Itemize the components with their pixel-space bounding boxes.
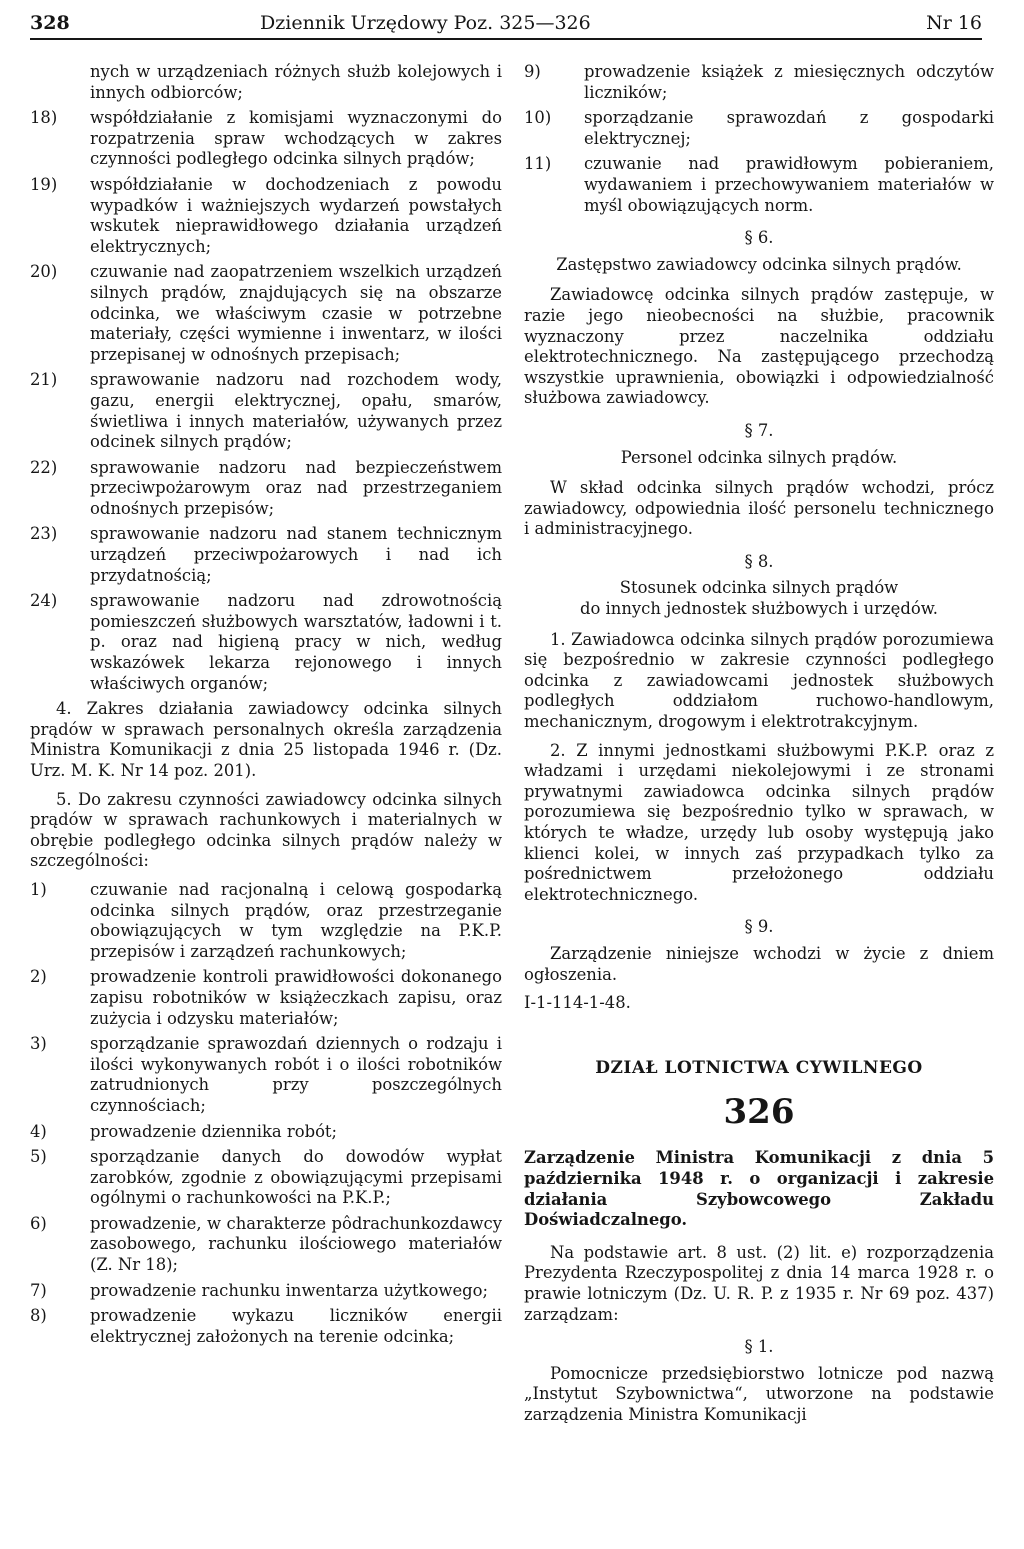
ordinance-basis: Na podstawie art. 8 ust. (2) lit. e) rozporządzenia Prezydenta Rzeczypospolitej z dnia 14 marca 1928 r. o prawie lotniczym (Dz. U. R. P. z 1935 r. Nr 69 poz. 437) zarządzam: (524, 1242, 994, 1324)
item-number: 19) (30, 174, 58, 194)
item-text: czuwanie nad zaopatrzeniem wszelkich urządzeń silnych prądów, znajdujących się na obszarze odcinka, we właściwym czasie w potrzebne materiały, części wymienne i inwentarz, w ilości przepisanej w odnośnych przepisach; (90, 262, 502, 364)
item-number: 6) (30, 1213, 47, 1233)
list-item (30, 880, 502, 962)
item-text: czuwanie nad racjonalną i celową gospodarką odcinka silnych prądów, oraz przestrzeganie obowiązujących w tym względzie na P.K.P. przepisów i zarządzeń rachunkowych; (90, 879, 502, 961)
item-number: 3) (30, 1034, 47, 1054)
continuation-text: nych w urządzeniach różnych służb kolejowych i innych odbiorców; (90, 62, 502, 102)
item-number: 1) (30, 879, 47, 899)
department-heading: DZIAŁ LOTNICTWA CYWILNEGO (595, 1057, 923, 1078)
item-number: 22) (30, 457, 58, 477)
section-1-sign: § 1. (744, 1337, 774, 1357)
duties-list-a (30, 108, 502, 694)
item-text: prowadzenie wykazu liczników energii elektrycznej założonych na terenie odcinka; (90, 1306, 502, 1346)
list-item (30, 1147, 502, 1209)
item-text: prowadzenie, w charakterze pôdrachunkozdawcy zasobowego, rachunku ilościowego materiałów (Z. Nr 18); (90, 1213, 502, 1275)
issue-number: Nr 16 (926, 12, 982, 34)
item-number: 24) (30, 591, 58, 611)
section-7-title: Personel odcinka silnych prądów. (620, 447, 898, 467)
duties-list-b (30, 880, 502, 1347)
list-item (524, 108, 994, 149)
item-text: sprawowanie nadzoru nad rozchodem wody, gazu, energii elektrycznej, opału, smarów, świetliwa i innych materiałów, używanych przez odcinek silnych prądów; (90, 370, 502, 452)
section-6-title: Zastępstwo zawiadowcy odcinka silnych prądów. (556, 254, 962, 274)
list-item (30, 591, 502, 694)
item-text: sprawowanie nadzoru nad bezpieczeństwem przeciwpożarowym oraz nad przestrzeganiem odnośnych przepisów; (90, 457, 502, 518)
list-item (30, 524, 502, 586)
section-8-title-1: Stosunek odcinka silnych prądów (619, 578, 899, 598)
page-number: 328 (30, 12, 70, 34)
item-number: 10) (524, 108, 552, 128)
list-item (30, 458, 502, 520)
section-7-text: W skład odcinka silnych prądów wchodzi, prócz zawiadowcy, odpowiednia ilość personelu technicznego i administracyjnego. (524, 478, 994, 539)
page-header (30, 8, 982, 40)
journal-title: Dziennik Urzędowy Poz. 325—326 (260, 12, 591, 34)
item-text: prowadzenie książek z miesięcznych odczytów liczników; (584, 62, 994, 102)
list-item (30, 262, 502, 365)
item-text: współdziałanie z komisjami wyznaczonymi do rozpatrzenia spraw wchodzących w zakres czynności podległego odcinka silnych prądów; (90, 108, 502, 169)
item-number: 4) (30, 1121, 47, 1141)
item-text: sprawowanie nadzoru nad stanem technicznym urządzeń przeciwpożarowych i nad ich przydatnością; (90, 524, 502, 585)
list-item (30, 1281, 502, 1302)
duties-list-c (524, 62, 994, 216)
list-item (30, 370, 502, 452)
list-item (524, 62, 994, 103)
item-number: 21) (30, 370, 58, 390)
item-number: 18) (30, 108, 58, 128)
item-text: sporządzanie sprawozdań z gospodarki elektrycznej; (584, 108, 994, 148)
item-text: prowadzenie kontroli prawidłowości dokonanego zapisu robotników w książeczkach zapisu, oraz zużycia i odzysku materiałów; (90, 967, 502, 1028)
reference-number: I-1-114-1-48. (524, 993, 631, 1013)
right-column (524, 62, 994, 1433)
item-number: 7) (30, 1280, 47, 1300)
position-number: 326 (723, 1092, 795, 1133)
list-item (524, 154, 994, 216)
section-9-sign: § 9. (744, 917, 774, 937)
item-text: prowadzenie dziennika robót; (90, 1121, 338, 1141)
list-item (30, 175, 502, 257)
item-text: sporządzanie sprawozdań dziennych o rodzaju i ilości wykonywanych robót i o ilości robotników zatrudnionych przy poszczególnych czynnościach; (90, 1034, 502, 1115)
item-text: sporządzanie danych do dowodów wypłat zarobków, zgodnie z obowiązującymi przepisami ogólnymi o rachunkowości na P.K.P.; (90, 1147, 502, 1208)
item-text: czuwanie nad prawidłowym pobieraniem, wydawaniem i przechowywaniem materiałów w myśl obowiązujących norm. (584, 154, 994, 215)
section-8-sign: § 8. (744, 551, 774, 571)
item-number: 2) (30, 967, 47, 987)
list-item (30, 1122, 502, 1143)
item-number: 23) (30, 524, 58, 544)
item-text: prowadzenie rachunku inwentarza użytkowego; (90, 1280, 489, 1300)
left-column (30, 62, 502, 1352)
item-text: współdziałanie w dochodzeniach z powodu wypadków i ważniejszych wydarzeń powstałych wskutek nieprawidłowego działania urządzeń elektrycznych; (90, 174, 502, 256)
item-number: 8) (30, 1306, 47, 1326)
section-8-paragraph-1: 1. Zawiadowca odcinka silnych prądów porozumiewa się bezpośrednio w zakresie czynności podległego odcinka z zawiadowcami jednostek służbowych podległych oddziałom ruchowo-handlowym, mechanicznym, drogowym i elektrotrakcyjnym. (524, 629, 994, 732)
item-number: 5) (30, 1147, 47, 1167)
item-text: sprawowanie nadzoru nad zdrowotnością pomieszczeń służbowych warsztatów, ładowni i t. p. oraz nad higieną pracy w nich, według wskazówek lekarza rejonowego i innych właściwych organów; (90, 591, 502, 693)
item-number: 11) (524, 154, 552, 174)
section-9-text: Zarządzenie niniejsze wchodzi w życie z dniem ogłoszenia. (524, 943, 994, 984)
section-1-text: Pomocnicze przedsiębiorstwo lotnicze pod nazwą „Instytut Szybownictwa“, utworzone na podstawie zarządzenia Ministra Komunikacji (524, 1363, 994, 1424)
item-number: 9) (524, 62, 541, 81)
list-item (30, 967, 502, 1029)
list-item (30, 108, 502, 170)
list-item (30, 1034, 502, 1116)
list-item (30, 1214, 502, 1276)
list-item (30, 1306, 502, 1347)
section-7-sign: § 7. (744, 420, 774, 440)
ordinance-title: Zarządzenie Ministra Komunikacji z dnia 5 października 1948 r. o organizacji i zakresie działania Szybowcowego Zakładu Doświadczalnego. (524, 1148, 994, 1230)
section-8-title-2: do innych jednostek służbowych i urzędów. (579, 599, 939, 619)
section-6-text: Zawiadowcę odcinka silnych prądów zastępuje, w razie jego nieobecności na służbie, pracownik wyznaczony przez naczelnika oddziału elektrotechnicznego. Na zastępującego przechodzą wszystkie uprawnienia, obowiązki i odpowiedzialność służbowa zawiadowcy. (524, 285, 994, 408)
section-6-sign: § 6. (744, 228, 774, 248)
paragraph-4: 4. Zakres działania zawiadowcy odcinka silnych prądów w sprawach personalnych określa zarządzenia Ministra Komunikacji z dnia 25 listopada 1946 r. (Dz. Urz. M. K. Nr 14 poz. 201). (30, 699, 502, 780)
paragraph-5: 5. Do zakresu czynności zawiadowcy odcinka silnych prądów w sprawach rachunkowych i materialnych w obrębie podległego odcinka silnych prądów należy w szczególności: (30, 789, 502, 871)
item-number: 20) (30, 262, 58, 282)
section-8-paragraph-2: 2. Z innymi jednostkami służbowymi P.K.P. oraz z władzami i urzędami niekolejowymi i ze stronami prywatnymi zawiadowca odcinka silnych prądów porozumiewa się bezpośrednio tylko w sprawach, w których te władze, urzędy lub osoby występują jako klienci kolei, w innych zaś przypadkach tylko za pośrednictwem przełożonego oddziału elektrotechnicznego. (524, 740, 994, 904)
